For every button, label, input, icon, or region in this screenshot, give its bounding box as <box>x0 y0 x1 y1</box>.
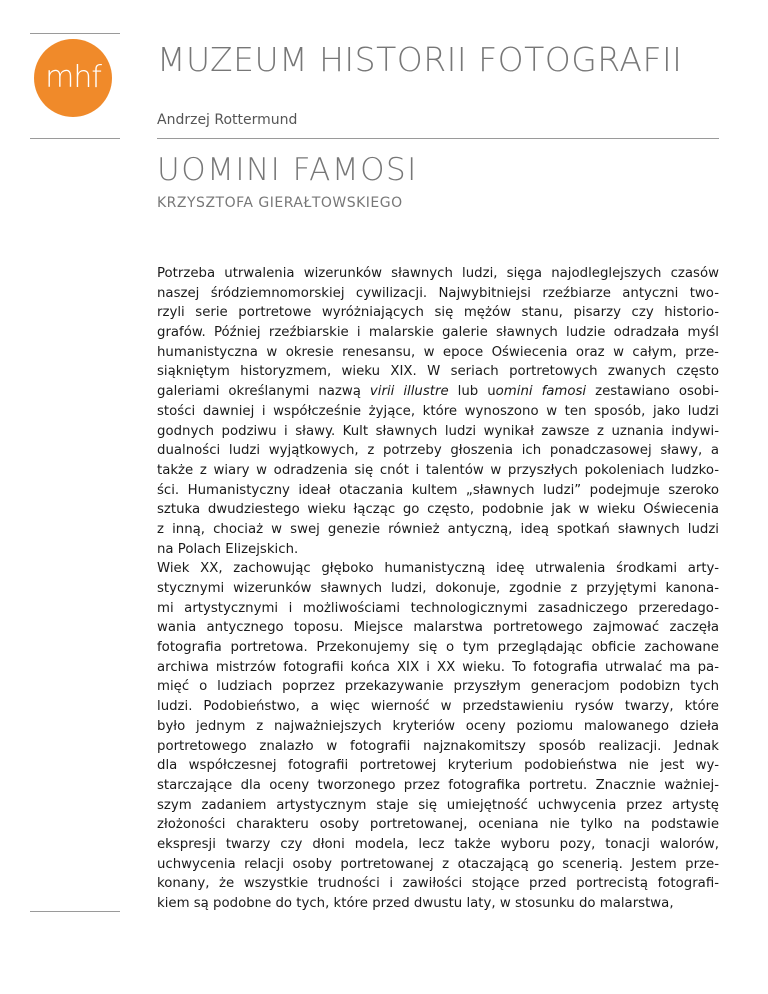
body-line: ludzi. Podobieństwo, a więc wierność w przedstawieniu rysów twarzy, które <box>157 699 719 715</box>
body-line: ekspresji twarzy czy dłoni modela, lecz także wyboru pozy, tonacji walorów, <box>157 836 719 852</box>
body-line: konany, że wszystkie trudności i zawiłości stojące przed portrecistą fotografi- <box>157 876 719 892</box>
body-line: fotografia portretowa. Przekonujemy się o tym przeglądając obficie zachowane <box>157 640 719 656</box>
body-line: godnych podziwu i sławy. Kult sławnych ludzi wynikał zawsze z uznania indywi- <box>157 423 719 439</box>
divider-header <box>157 138 719 139</box>
body-line: na Polach Elizejskich. <box>157 541 299 557</box>
museum-logo <box>34 39 112 117</box>
body-line: było jednym z najważniejszych kryteriów oceny poziomu malowanego dzieła <box>157 718 719 734</box>
article-body <box>157 264 719 914</box>
article-title: UOMINI FAMOSI <box>157 152 418 188</box>
italic-term: omini famosi <box>495 384 587 400</box>
body-line: Wiek XX, zachowując głęboko humanistyczną ideę utrwalenia środkami arty- <box>157 561 719 577</box>
body-line: humanistyczna w okresie renesansu, w epoce Oświecenia oraz w całym, prze- <box>157 344 719 360</box>
divider-top-left <box>30 33 120 34</box>
body-line: dla współczesnej fotografii portretowej kryterium podobieństwa nie jest wy- <box>157 758 719 774</box>
article-subtitle: KRZYSZTOFA GIERAŁTOWSKIEGO <box>157 195 403 211</box>
body-line: także z wiary w odradzenia się cnót i talentów w przyszłych pokoleniach ludzko- <box>157 462 719 478</box>
body-line: mięć o ludziach poprzez przekazywanie przyszłym generacjom podobizn tych <box>157 679 719 695</box>
body-line: siąkniętym historyzmem, wieku XIX. W seriach portretowych zwanych często <box>157 364 719 380</box>
body-line: stości dawniej i współcześnie żyjące, które wynoszono w ten sposób, jako ludzi <box>157 403 719 419</box>
body-line: uchwycenia relacji osoby portretowanej z otaczającą go scenerią. Jestem prze- <box>157 856 719 872</box>
body-line: sztuka dwudziestego wieku łącząc go często, podobnie jak w wieku Oświecenia <box>157 502 719 518</box>
body-line: mi artystycznymi i możliwościami technologicznymi zasadniczego przeredago- <box>157 600 719 616</box>
body-line: Potrzeba utrwalenia wizerunków sławnych ludzi, sięga najodleglejszych czasów <box>157 266 719 281</box>
body-line: złożoności charakteru osoby portretowanej, oceniana nie tylko na podstawie <box>157 817 719 833</box>
body-line: szym zadaniem artystycznym staje się umiejętność uchwycenia przez artystę <box>157 797 719 813</box>
body-line: z inną, chociaż w swej genezie również antyczną, ideą spotkań sławnych ludzi <box>157 521 719 537</box>
body-line: rzyli serie portretowe wyróżniających się mężów stanu, pisarzy czy historio- <box>157 305 719 321</box>
body-line: stycznymi wizerunków sławnych ludzi, dokonuje, zgodnie z przyjętymi kanona- <box>157 581 719 596</box>
body-line: naszej śródziemnomorskiej cywilizacji. Najwybitniejsi rzeźbiarze antyczni two- <box>157 285 719 301</box>
author-name: Andrzej Rottermund <box>157 112 298 128</box>
body-line: dualności ludzi wyjątkowych, z potrzeby głoszenia ich ponadczasowej sławy, a <box>157 443 719 459</box>
body-line: portretowego znalazło w fotografii najznakomitszy sposób realizacji. Jednak <box>157 738 719 754</box>
body-line: starczające dla oceny tworzonego przez fotografika portretu. Znacznie ważniej- <box>157 777 719 793</box>
body-line: kiem są podobne do tych, które przed dwustu laty, w stosunku do malarstwa, <box>157 896 674 911</box>
divider-bottom-left <box>30 911 120 912</box>
museum-name: MUZEUM HISTORII FOTOGRAFII <box>157 40 683 79</box>
italic-term: virii illustre <box>369 384 449 400</box>
body-line <box>157 382 719 402</box>
body-line: ści. Humanistyczny ideał otaczania kultem „sławnych ludzi” podejmuje szeroko <box>157 482 719 498</box>
body-text-part: lub u <box>448 384 496 400</box>
body-text-part: galeriami określanymi nazwą <box>157 384 370 400</box>
body-line: archiwa mistrzów fotografii końca XIX i XX wieku. To fotografia utrwalać ma pa- <box>157 659 719 675</box>
body-line: wania antycznego toposu. Miejsce malarstwa portretowego zajmować zaczęła <box>157 620 719 636</box>
logo-text: mhf <box>45 60 101 95</box>
divider-left <box>30 138 120 139</box>
body-text-part: zestawiano osobi- <box>586 384 719 400</box>
body-line: grafów. Później rzeźbiarskie i malarskie galerie sławnych ludzie odradzała myśl <box>157 325 719 341</box>
